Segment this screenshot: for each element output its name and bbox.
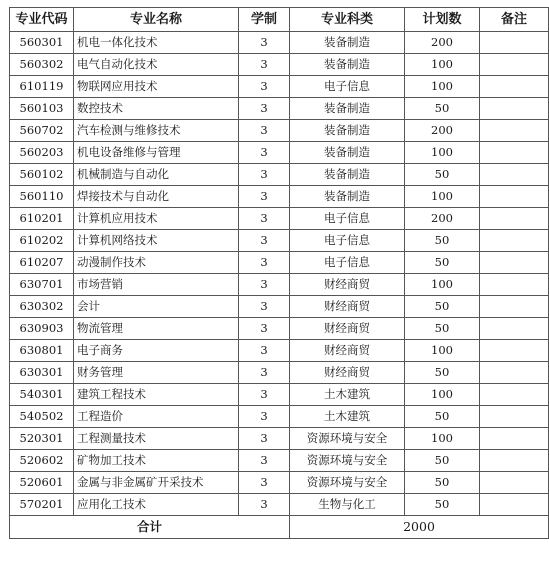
cell-note bbox=[480, 494, 549, 516]
cell-plan: 50 bbox=[405, 230, 480, 252]
table-row bbox=[10, 120, 549, 142]
cell-code: 630801 bbox=[10, 340, 74, 362]
table-row bbox=[10, 406, 549, 428]
table-row bbox=[10, 494, 549, 516]
cell-category: 资源环境与安全 bbox=[290, 450, 405, 472]
cell-code: 560110 bbox=[10, 186, 74, 208]
cell-name: 应用化工技术 bbox=[74, 494, 239, 516]
cell-plan: 100 bbox=[405, 186, 480, 208]
cell-years: 3 bbox=[239, 296, 290, 318]
cell-note bbox=[480, 340, 549, 362]
cell-code: 630301 bbox=[10, 362, 74, 384]
cell-name: 会计 bbox=[74, 296, 239, 318]
cell-category: 财经商贸 bbox=[290, 318, 405, 340]
total-row bbox=[10, 516, 549, 539]
cell-years: 3 bbox=[239, 494, 290, 516]
cell-name: 焊接技术与自动化 bbox=[74, 186, 239, 208]
cell-code: 610201 bbox=[10, 208, 74, 230]
cell-years: 3 bbox=[239, 186, 290, 208]
cell-code: 610119 bbox=[10, 76, 74, 98]
cell-category: 电子信息 bbox=[290, 208, 405, 230]
cell-plan: 100 bbox=[405, 340, 480, 362]
cell-category: 财经商贸 bbox=[290, 274, 405, 296]
cell-name: 机电设备维修与管理 bbox=[74, 142, 239, 164]
cell-years: 3 bbox=[239, 76, 290, 98]
cell-code: 560203 bbox=[10, 142, 74, 164]
cell-note bbox=[480, 164, 549, 186]
cell-years: 3 bbox=[239, 318, 290, 340]
cell-name: 工程测量技术 bbox=[74, 428, 239, 450]
cell-plan: 100 bbox=[405, 274, 480, 296]
table-row bbox=[10, 54, 549, 76]
cell-code: 610207 bbox=[10, 252, 74, 274]
table-row bbox=[10, 252, 549, 274]
header-plan: 计划数 bbox=[405, 8, 480, 32]
table-row bbox=[10, 142, 549, 164]
table-row bbox=[10, 98, 549, 120]
cell-code: 540301 bbox=[10, 384, 74, 406]
cell-code: 570201 bbox=[10, 494, 74, 516]
cell-category: 财经商贸 bbox=[290, 340, 405, 362]
cell-name: 计算机应用技术 bbox=[74, 208, 239, 230]
table-row bbox=[10, 362, 549, 384]
cell-name: 物流管理 bbox=[74, 318, 239, 340]
cell-plan: 50 bbox=[405, 494, 480, 516]
cell-plan: 50 bbox=[405, 406, 480, 428]
cell-years: 3 bbox=[239, 472, 290, 494]
header-years: 学制 bbox=[239, 8, 290, 32]
cell-note bbox=[480, 186, 549, 208]
cell-note bbox=[480, 450, 549, 472]
cell-category: 装备制造 bbox=[290, 98, 405, 120]
cell-note bbox=[480, 252, 549, 274]
cell-years: 3 bbox=[239, 98, 290, 120]
cell-years: 3 bbox=[239, 274, 290, 296]
cell-note bbox=[480, 406, 549, 428]
cell-years: 3 bbox=[239, 142, 290, 164]
cell-note bbox=[480, 98, 549, 120]
table-row bbox=[10, 164, 549, 186]
table-row bbox=[10, 472, 549, 494]
header-note: 备注 bbox=[480, 8, 549, 32]
cell-note bbox=[480, 318, 549, 340]
cell-plan: 100 bbox=[405, 142, 480, 164]
cell-note bbox=[480, 428, 549, 450]
cell-years: 3 bbox=[239, 252, 290, 274]
cell-category: 装备制造 bbox=[290, 186, 405, 208]
cell-plan: 100 bbox=[405, 384, 480, 406]
cell-plan: 50 bbox=[405, 450, 480, 472]
cell-note bbox=[480, 120, 549, 142]
cell-plan: 50 bbox=[405, 164, 480, 186]
cell-category: 装备制造 bbox=[290, 54, 405, 76]
cell-note bbox=[480, 76, 549, 98]
header-name: 专业名称 bbox=[74, 8, 239, 32]
cell-plan: 50 bbox=[405, 318, 480, 340]
cell-years: 3 bbox=[239, 54, 290, 76]
cell-note bbox=[480, 296, 549, 318]
enrollment-plan-table bbox=[9, 7, 549, 539]
cell-years: 3 bbox=[239, 208, 290, 230]
cell-name: 金属与非金属矿开采技术 bbox=[74, 472, 239, 494]
cell-note bbox=[480, 54, 549, 76]
cell-code: 520301 bbox=[10, 428, 74, 450]
cell-name: 计算机网络技术 bbox=[74, 230, 239, 252]
cell-category: 资源环境与安全 bbox=[290, 472, 405, 494]
cell-plan: 50 bbox=[405, 296, 480, 318]
cell-name: 财务管理 bbox=[74, 362, 239, 384]
table-row bbox=[10, 274, 549, 296]
cell-note bbox=[480, 32, 549, 54]
cell-code: 560102 bbox=[10, 164, 74, 186]
cell-category: 装备制造 bbox=[290, 120, 405, 142]
cell-years: 3 bbox=[239, 32, 290, 54]
cell-code: 630302 bbox=[10, 296, 74, 318]
cell-category: 土木建筑 bbox=[290, 406, 405, 428]
cell-note bbox=[480, 472, 549, 494]
cell-years: 3 bbox=[239, 164, 290, 186]
cell-name: 电子商务 bbox=[74, 340, 239, 362]
cell-code: 610202 bbox=[10, 230, 74, 252]
cell-years: 3 bbox=[239, 428, 290, 450]
cell-plan: 200 bbox=[405, 208, 480, 230]
cell-code: 630903 bbox=[10, 318, 74, 340]
cell-category: 电子信息 bbox=[290, 252, 405, 274]
total-label: 合计 bbox=[10, 516, 290, 539]
cell-code: 520602 bbox=[10, 450, 74, 472]
cell-plan: 200 bbox=[405, 120, 480, 142]
cell-name: 矿物加工技术 bbox=[74, 450, 239, 472]
table-footer bbox=[10, 516, 549, 539]
cell-name: 数控技术 bbox=[74, 98, 239, 120]
cell-note bbox=[480, 208, 549, 230]
table-row bbox=[10, 450, 549, 472]
cell-code: 560302 bbox=[10, 54, 74, 76]
cell-code: 560702 bbox=[10, 120, 74, 142]
cell-plan: 50 bbox=[405, 98, 480, 120]
cell-name: 物联网应用技术 bbox=[74, 76, 239, 98]
cell-plan: 100 bbox=[405, 54, 480, 76]
cell-name: 汽车检测与维修技术 bbox=[74, 120, 239, 142]
cell-years: 3 bbox=[239, 120, 290, 142]
table-header bbox=[10, 8, 549, 32]
table-row bbox=[10, 384, 549, 406]
cell-note bbox=[480, 230, 549, 252]
cell-category: 电子信息 bbox=[290, 230, 405, 252]
cell-category: 财经商贸 bbox=[290, 296, 405, 318]
cell-code: 560103 bbox=[10, 98, 74, 120]
cell-name: 动漫制作技术 bbox=[74, 252, 239, 274]
cell-years: 3 bbox=[239, 340, 290, 362]
header-code: 专业代码 bbox=[10, 8, 74, 32]
cell-note bbox=[480, 384, 549, 406]
cell-years: 3 bbox=[239, 230, 290, 252]
cell-code: 540502 bbox=[10, 406, 74, 428]
cell-plan: 50 bbox=[405, 252, 480, 274]
cell-years: 3 bbox=[239, 406, 290, 428]
cell-category: 资源环境与安全 bbox=[290, 428, 405, 450]
cell-plan: 50 bbox=[405, 362, 480, 384]
table-row bbox=[10, 340, 549, 362]
cell-category: 装备制造 bbox=[290, 142, 405, 164]
cell-category: 装备制造 bbox=[290, 32, 405, 54]
cell-code: 520601 bbox=[10, 472, 74, 494]
cell-category: 装备制造 bbox=[290, 164, 405, 186]
cell-name: 机械制造与自动化 bbox=[74, 164, 239, 186]
cell-category: 土木建筑 bbox=[290, 384, 405, 406]
table-row bbox=[10, 428, 549, 450]
table-row bbox=[10, 76, 549, 98]
cell-code: 560301 bbox=[10, 32, 74, 54]
table-row bbox=[10, 318, 549, 340]
table-row bbox=[10, 32, 549, 54]
table-row bbox=[10, 296, 549, 318]
cell-name: 工程造价 bbox=[74, 406, 239, 428]
cell-note bbox=[480, 274, 549, 296]
cell-name: 电气自动化技术 bbox=[74, 54, 239, 76]
cell-plan: 100 bbox=[405, 428, 480, 450]
table-row bbox=[10, 230, 549, 252]
cell-plan: 50 bbox=[405, 472, 480, 494]
cell-name: 建筑工程技术 bbox=[74, 384, 239, 406]
table-body bbox=[10, 32, 549, 516]
table-row bbox=[10, 186, 549, 208]
total-value: 2000 bbox=[290, 516, 549, 539]
cell-years: 3 bbox=[239, 362, 290, 384]
cell-note bbox=[480, 142, 549, 164]
cell-name: 市场营销 bbox=[74, 274, 239, 296]
header-category: 专业科类 bbox=[290, 8, 405, 32]
cell-note bbox=[480, 362, 549, 384]
header-row bbox=[10, 8, 549, 32]
cell-years: 3 bbox=[239, 384, 290, 406]
cell-category: 生物与化工 bbox=[290, 494, 405, 516]
cell-category: 电子信息 bbox=[290, 76, 405, 98]
cell-years: 3 bbox=[239, 450, 290, 472]
cell-code: 630701 bbox=[10, 274, 74, 296]
cell-name: 机电一体化技术 bbox=[74, 32, 239, 54]
cell-plan: 200 bbox=[405, 32, 480, 54]
cell-plan: 100 bbox=[405, 76, 480, 98]
table-row bbox=[10, 208, 549, 230]
cell-category: 财经商贸 bbox=[290, 362, 405, 384]
